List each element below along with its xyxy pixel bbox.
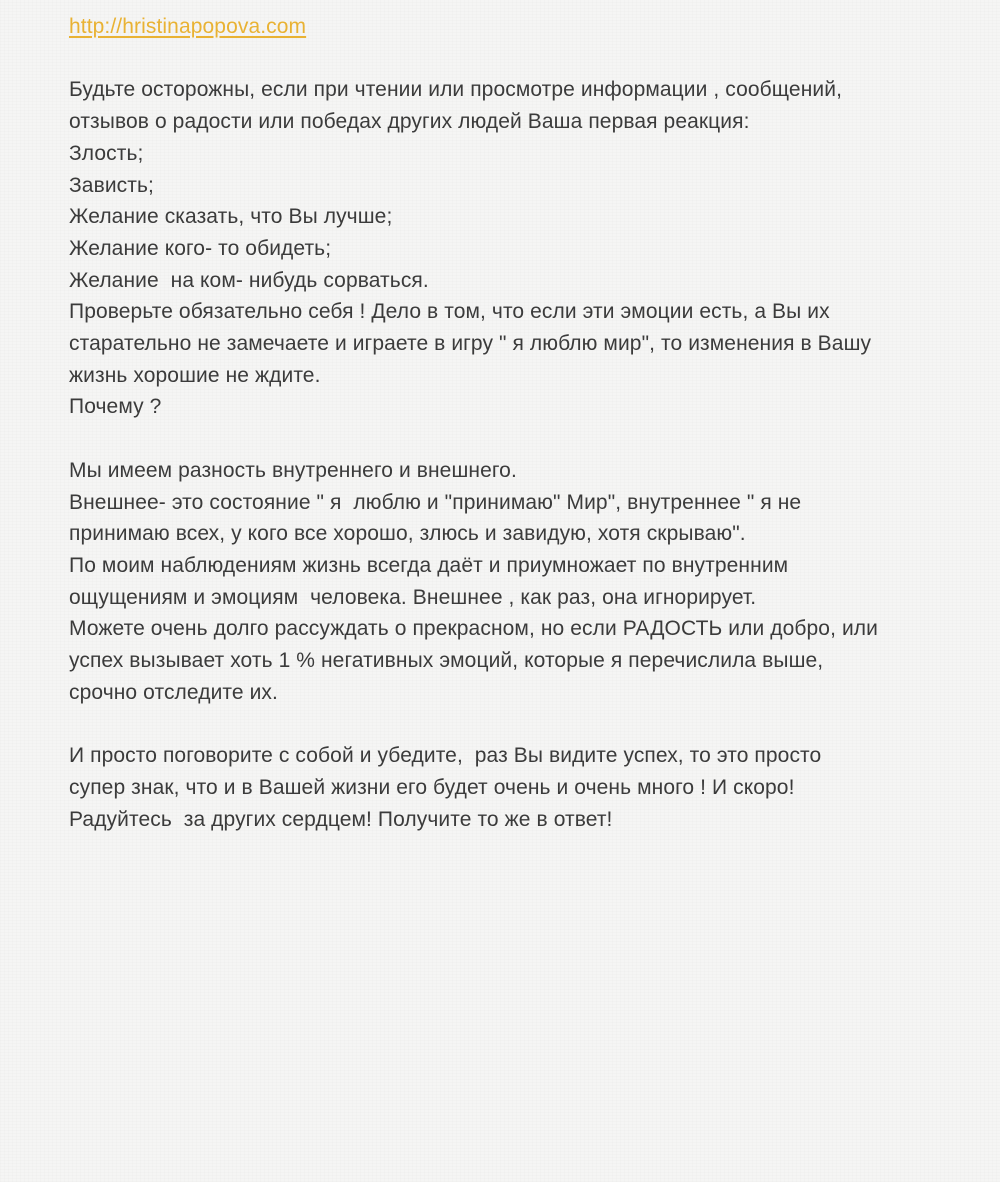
note-line	[69, 708, 969, 740]
note-line: жизнь хорошие не ждите.	[69, 363, 321, 387]
note-line: успех вызывает хоть 1 % негативных эмоций, которые я перечислила выше,	[69, 649, 824, 673]
note-line: Злость;	[69, 141, 144, 165]
note-line: По моим наблюдениям жизнь всегда даёт и приумножает по внутренним	[69, 553, 789, 577]
note-line: Зависть;	[69, 173, 154, 197]
note-line: Проверьте обязательно себя ! Дело в том, что если эти эмоции есть, а Вы их	[69, 300, 830, 324]
note-line: Радуйтесь за других сердцем! Получите то же в ответ!	[69, 807, 613, 831]
note-line: старательно не замечаете и играете в игру " я люблю мир", то изменения в Вашу	[69, 332, 872, 356]
note-line: супер знак, что и в Вашей жизни его будет очень и очень много ! И скоро!	[69, 775, 795, 799]
link-line	[69, 11, 969, 43]
note-line: ощущениям и эмоциям человека. Внешнее , как раз, она игнорирует.	[69, 585, 757, 609]
note-line: Можете очень долго рассуждать о прекрасном, но если РАДОСТЬ или добро, или	[69, 617, 878, 641]
note-line: Желание кого- то обидеть;	[69, 236, 332, 260]
note-line: отзывов о радости или победах других людей Ваша первая реакция:	[69, 110, 750, 134]
note-line: Будьте осторожны, если при чтении или просмотре информации , сообщений,	[69, 78, 843, 102]
note-line: И просто поговорите с собой и убедите, раз Вы видите успех, то это просто	[69, 744, 822, 768]
note-line: принимаю всех, у кого все хорошо, злюсь и завидую, хотя скрываю".	[69, 522, 746, 546]
website-link[interactable]: http://hristinapopova.com	[69, 15, 307, 38]
note-body[interactable]	[69, 11, 969, 835]
note-line	[69, 43, 969, 75]
note-line	[69, 423, 969, 455]
note-line: срочно отследите их.	[69, 680, 278, 704]
note-line: Внешнее- это состояние " я люблю и "принимаю" Мир", внутреннее " я не	[69, 490, 802, 514]
note-line: Желание сказать, что Вы лучше;	[69, 205, 393, 229]
note-line: Желание на ком- нибудь сорваться.	[69, 268, 429, 292]
note-line: Почему ?	[69, 395, 162, 419]
note-line: Мы имеем разность внутреннего и внешнего.	[69, 458, 517, 482]
